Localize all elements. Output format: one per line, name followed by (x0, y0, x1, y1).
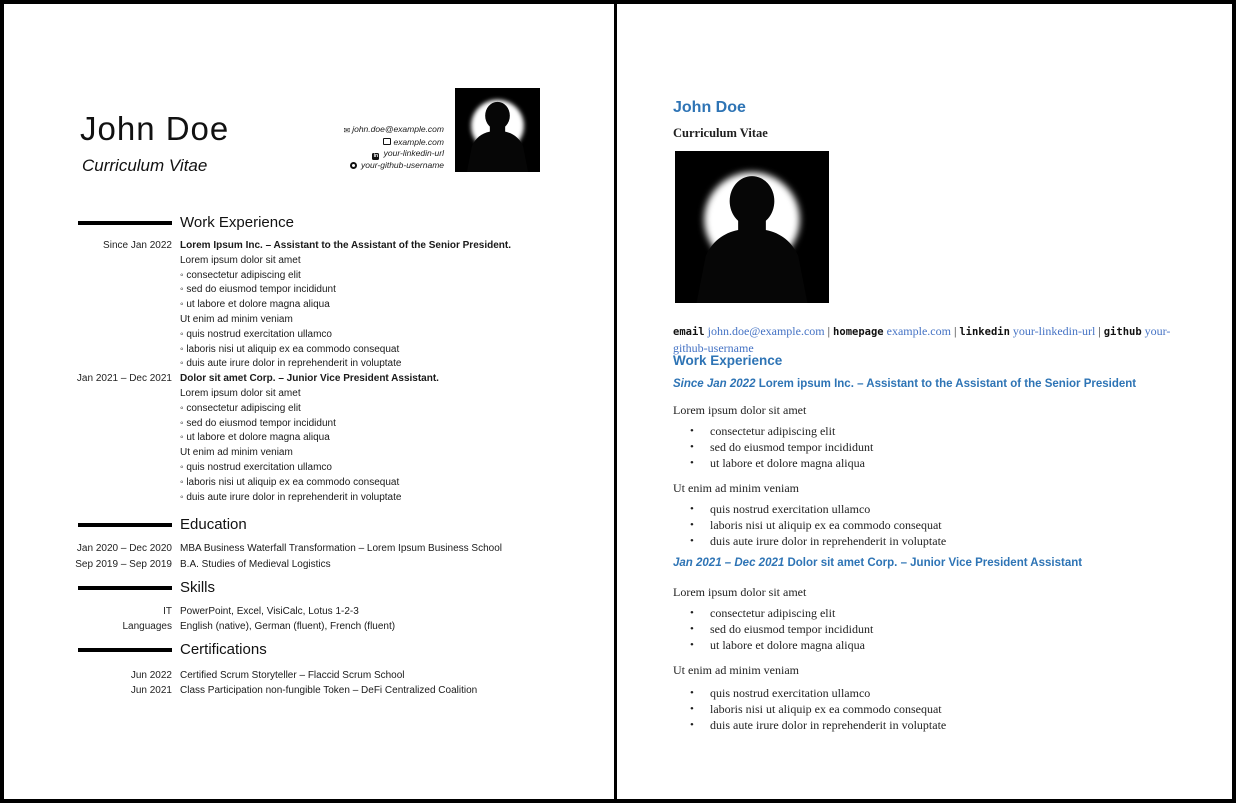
entry-bullet: • sed do eiusmod tempor incididunt (673, 439, 873, 455)
section-rule (78, 523, 172, 527)
skill-entry (4, 604, 608, 619)
entry-bullet: • duis aute irure dolor in reprehenderit in voluptate (673, 717, 946, 733)
contact-homepage-link[interactable]: example.com (886, 324, 951, 338)
contact-github-link[interactable]: your-github-username (673, 324, 1171, 355)
work-entry-heading (673, 557, 1082, 569)
contact-homepage-row[interactable] (344, 137, 445, 149)
entry-bullet-list (673, 423, 873, 472)
work-entry (4, 372, 608, 505)
entry-bullet: ◦ consectetur adipiscing elit (180, 402, 608, 417)
contact-linkedin-row[interactable] (344, 148, 445, 160)
contact-github-row[interactable] (344, 160, 445, 172)
contact-label-github: github (1103, 326, 1142, 338)
contact-separator: | (953, 324, 957, 338)
person-silhouette (675, 151, 829, 303)
entry-bullet: • quis nostrud exercitation ullamco (673, 685, 946, 701)
profile-photo (455, 88, 540, 172)
entry-paragraph: Ut enim ad minim veniam (673, 663, 799, 677)
section-education (4, 515, 608, 535)
entry-title: Dolor sit amet Corp. – Junior Vice President Assistant (787, 557, 1083, 569)
entry-bullet-list (673, 685, 946, 734)
entry-date: Sep 2019 – Sep 2019 (75, 558, 172, 570)
entry-body (180, 239, 608, 372)
entry-date: Since Jan 2022 (103, 240, 172, 251)
skill-label: IT (163, 605, 172, 617)
section-title: Certifications (180, 641, 267, 659)
contact-email-row[interactable] (344, 124, 445, 137)
entry-paragraph: Lorem ipsum dolor sit amet (673, 403, 807, 417)
email-icon: ✉ (343, 126, 351, 135)
contact-email-link[interactable]: john.doe@example.com (707, 324, 825, 338)
work-entry-heading (673, 378, 1136, 390)
entry-text: Class Participation non-fungible Token – DeFi Centralized Coalition (180, 685, 478, 697)
entry-date: Jan 2021 – Dec 2021 (673, 557, 785, 569)
person-silhouette (455, 88, 540, 172)
entry-date: Jan 2021 – Dec 2021 (76, 373, 172, 385)
github-icon (350, 162, 357, 169)
entry-line: Ut enim ad minim veniam (180, 313, 293, 325)
entry-bullet: ◦ duis aute irure dolor in reprehenderit in voluptate (180, 357, 608, 372)
name-heading: John Doe (673, 99, 746, 116)
section-skills (4, 578, 608, 598)
section-title: Education (180, 516, 247, 534)
entry-date: Since Jan 2022 (673, 378, 756, 390)
entry-body (180, 372, 608, 505)
page-word-cv (617, 4, 1232, 799)
entry-text: Certified Scrum Storyteller – Flaccid Scrum School (180, 670, 405, 682)
entry-bullet-list (673, 501, 946, 550)
skill-label: Languages (122, 620, 172, 632)
contact-github-link[interactable]: your-github-username (361, 160, 444, 171)
contact-separator: | (1098, 324, 1101, 338)
entry-bullet: ◦ sed do eiusmod tempor incididunt (180, 283, 608, 298)
page-latex-cv (4, 4, 614, 799)
contact-label-homepage: homepage (833, 326, 884, 338)
entry-line: Ut enim ad minim veniam (180, 447, 293, 459)
section-rule (78, 648, 172, 652)
cv-subtitle: Curriculum Vitae (82, 156, 208, 175)
entry-text: B.A. Studies of Medieval Logistics (180, 558, 331, 570)
entry-bullet: ◦ sed do eiusmod tempor incididunt (180, 417, 608, 432)
skill-text: English (native), German (fluent), French (fluent) (180, 620, 396, 632)
profile-photo (675, 151, 829, 303)
entry-bullet: • quis nostrud exercitation ullamco (673, 501, 946, 517)
entry-line: Lorem ipsum dolor sit amet (180, 254, 301, 266)
contact-linkedin-link[interactable]: your-linkedin-url (383, 148, 444, 159)
entry-bullet: ◦ quis nostrud exercitation ullamco (180, 461, 608, 476)
homepage-icon (383, 138, 391, 145)
entry-bullet: • consectetur adipiscing elit (673, 605, 873, 621)
entry-bullet: ◦ quis nostrud exercitation ullamco (180, 328, 608, 343)
entry-bullet: • ut labore et dolore magna aliqua (673, 455, 873, 471)
section-rule (78, 586, 172, 590)
cv-body (4, 213, 608, 699)
entry-bullet: • consectetur adipiscing elit (673, 423, 873, 439)
entry-title: Dolor sit amet Corp. – Junior Vice President Assistant. (180, 373, 439, 385)
work-entry (4, 239, 608, 372)
contact-separator: | (827, 324, 831, 338)
contact-label-email: email (673, 326, 705, 338)
contact-linkedin-link[interactable]: your-linkedin-url (1012, 324, 1096, 338)
entry-bullet-list (673, 605, 873, 654)
entry-paragraph: Ut enim ad minim veniam (673, 481, 799, 495)
entry-bullet: ◦ ut labore et dolore magna aliqua (180, 298, 608, 313)
entry-bullet: • duis aute irure dolor in reprehenderit in voluptate (673, 533, 946, 549)
contact-label-linkedin: linkedin (959, 326, 1010, 338)
entry-bullet: ◦ duis aute irure dolor in reprehenderit in voluptate (180, 491, 608, 506)
entry-bullet: ◦ laboris nisi ut aliquip ex ea commodo consequat (180, 476, 608, 491)
entry-bullet: • ut labore et dolore magna aliqua (673, 637, 873, 653)
entry-date: Jun 2021 (130, 685, 172, 697)
entry-bullet: • laboris nisi ut aliquip ex ea commodo consequat (673, 517, 946, 533)
entry-bullet: ◦ laboris nisi ut aliquip ex ea commodo consequat (180, 343, 608, 358)
entry-bullet: • laboris nisi ut aliquip ex ea commodo consequat (673, 701, 946, 717)
entry-line: Lorem ipsum dolor sit amet (180, 387, 301, 399)
name-heading: John Doe (80, 110, 230, 147)
entry-bullet: ◦ ut labore et dolore magna aliqua (180, 431, 608, 446)
cv-subtitle: Curriculum Vitae (673, 126, 768, 140)
section-title: Work Experience (180, 214, 294, 231)
skill-entry (4, 619, 608, 634)
entry-bullet: • sed do eiusmod tempor incididunt (673, 621, 873, 637)
entry-bullet: ◦ consectetur adipiscing elit (180, 269, 608, 284)
linkedin-icon: in (373, 153, 379, 160)
entry-text: MBA Business Waterfall Transformation – Lorem Ipsum Business School (180, 543, 502, 555)
section-rule (78, 221, 172, 225)
entry-date: Jan 2020 – Dec 2020 (76, 543, 172, 555)
contact-email-link[interactable]: john.doe@example.com (352, 124, 444, 134)
section-work-experience-title: Work Experience (673, 353, 783, 368)
entry-title: Lorem Ipsum Inc. – Assistant to the Assistant of the Senior President. (180, 240, 511, 251)
contact-line (673, 324, 1178, 357)
section-work-experience (4, 213, 608, 233)
education-entry (4, 541, 608, 556)
certification-entry (4, 683, 608, 698)
entry-paragraph: Lorem ipsum dolor sit amet (673, 585, 807, 599)
certification-entry (4, 668, 608, 683)
section-certifications (4, 640, 608, 660)
entry-date: Jun 2022 (130, 670, 172, 682)
education-entry (4, 557, 608, 572)
contact-block (344, 124, 445, 172)
skill-text: PowerPoint, Excel, VisiCalc, Lotus 1-2-3 (180, 605, 359, 617)
entry-title: Lorem ipsum Inc. – Assistant to the Assistant of the Senior President (758, 378, 1137, 390)
section-title: Skills (180, 578, 216, 596)
contact-homepage-link[interactable]: example.com (393, 136, 444, 147)
